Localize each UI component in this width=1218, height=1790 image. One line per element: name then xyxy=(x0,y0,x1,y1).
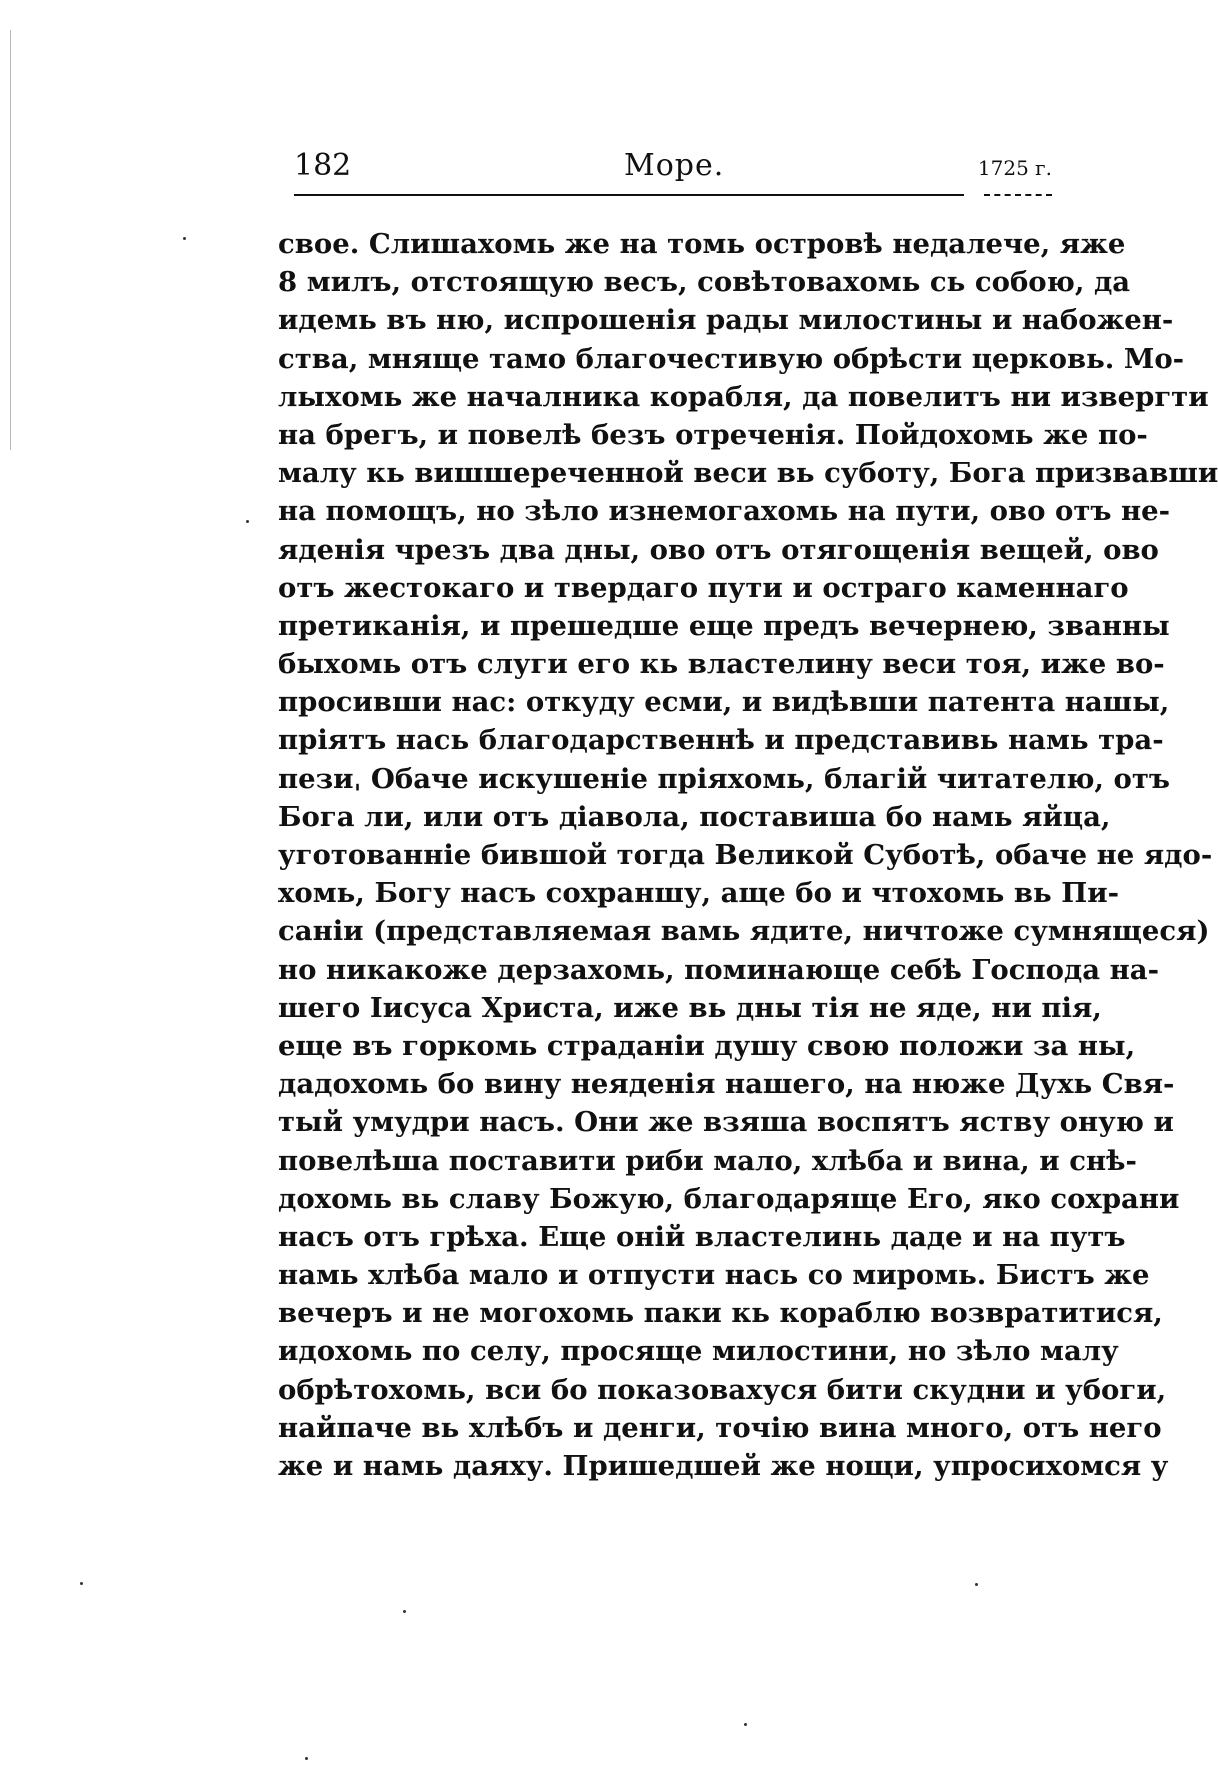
header-rule xyxy=(294,194,964,196)
text-line: свое. Слишахомь же на томь островѣ недалече, яже xyxy=(278,228,1126,260)
ink-speck xyxy=(305,1757,308,1760)
text-line: тый умудри насъ. Они же взяша воспятъ яству оную и xyxy=(278,1106,1174,1139)
text-line: идемь въ ню, испрошенія рады милостины и набожен- xyxy=(278,304,1174,337)
text-line: быхомь отъ слуги его кь властелину веси тоя, иже во- xyxy=(278,648,1165,681)
text-line: яденія чрезъ два дны, ово отъ отягощенія вещей, ово xyxy=(278,533,1159,566)
page-number: 182 xyxy=(294,148,352,183)
text-line: саніи (представляемая вамь ядите, ничтоже сумнящеся) xyxy=(278,915,1210,948)
text-line: найпаче вь хлѣбъ и денги, точію вина много, отъ него xyxy=(278,1411,1162,1444)
ink-speck xyxy=(975,1583,978,1586)
body-text xyxy=(278,225,1218,1485)
text-line: дохомь вь славу Божую, благодаряще Его, яко сохрани xyxy=(278,1182,1180,1215)
text-line: идохомь по селу, просяще милостини, но зѣло малу xyxy=(278,1335,1119,1368)
text-line: малу кь вишшереченной веси вь суботу, Бога призвавши xyxy=(278,457,1218,490)
text-line: еще въ горкомь страданіи душу свою положи за ны, xyxy=(278,1029,1136,1062)
text-line: просивши нас: откуду есми, и видѣвши патента нашы, xyxy=(278,686,1170,719)
text-line: 8 милъ, отстоящую весъ, совѣтовахомь сь собою, да xyxy=(278,266,1131,299)
text-line: дадохомь бо вину неяденія нашего, на нюже Духь Свя- xyxy=(278,1068,1175,1101)
text-line: насъ отъ грѣха. Еще оній властелинь даде и на путъ xyxy=(278,1220,1126,1253)
text-line: пріятъ нась благодарственнѣ и представивь намь тра- xyxy=(278,724,1164,757)
text-line: лыхомь же началника корабля, да повелитъ ни извергти xyxy=(278,380,1209,413)
text-line: но никакоже дерзахомь, поминающе себѣ Господа на- xyxy=(278,953,1159,986)
text-line: отъ жестокаго и твердаго пути и остраго каменнаго xyxy=(278,571,1129,604)
ink-speck xyxy=(246,520,249,523)
year-label: 1725 г. xyxy=(977,156,1052,180)
ink-speck xyxy=(183,237,186,240)
text-line: претиканія, и прешедше еще предъ вечернею, званны xyxy=(278,609,1170,642)
ink-speck xyxy=(80,1582,83,1585)
text-line: вечеръ и не могохомь паки кь кораблю возвратитися, xyxy=(278,1297,1163,1330)
text-line: хомь, Богу насъ сохраншу, аще бо и чтохомь вь Пи- xyxy=(278,877,1120,910)
text-line: шего Іисуса Христа, иже вь дны тія не яде, ни пія, xyxy=(278,991,1102,1024)
header-rule-dashed xyxy=(984,194,1052,196)
text-line: повелѣша поставити риби мало, хлѣба и вина, и снѣ- xyxy=(278,1144,1137,1177)
scan-edge-line xyxy=(10,30,11,450)
ink-speck xyxy=(403,1610,406,1613)
text-line: ства, мняще тамо благочестивую обрѣсти церковь. Мо- xyxy=(278,342,1185,375)
text-line: на помощъ, но зѣло изнемогахомь на пути, ово отъ не- xyxy=(278,495,1171,528)
page-header xyxy=(294,148,1052,196)
text-line: намь хлѣба мало и отпусти нась со миромь. Бистъ же xyxy=(278,1259,1150,1292)
ink-speck xyxy=(744,1723,747,1726)
text-line: же и намь даяху. Пришедшей же нощи, упросихомся у xyxy=(278,1450,1169,1482)
text-line: пезиˌ Обаче искушеніе пріяхомь, благій читателю, отъ xyxy=(278,762,1171,795)
text-line: обрѣтохомь, вси бо показовахуся бити скудни и убоги, xyxy=(278,1373,1167,1406)
running-title: Море. xyxy=(624,148,725,183)
text-line: на брегъ, и повелѣ безъ отреченія. Пойдохомь же по- xyxy=(278,418,1148,451)
text-line: уготованніе бившой тогда Великой Суботѣ, обаче не ядо- xyxy=(278,839,1213,871)
text-line: Бога ли, или отъ діавола, поставиша бо намь яйца, xyxy=(278,800,1111,833)
